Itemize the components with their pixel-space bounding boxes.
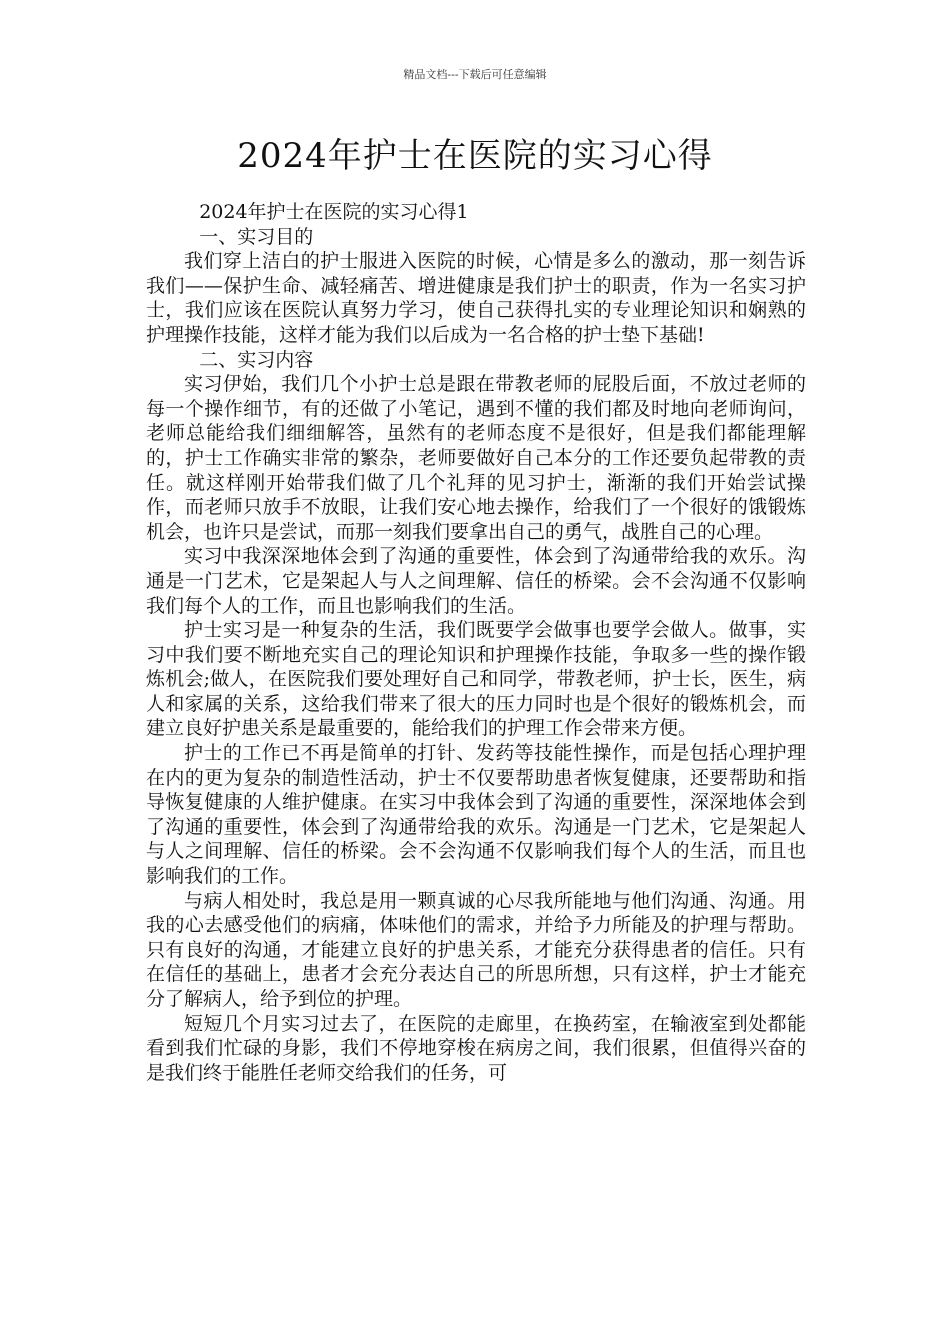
document-body (146, 200, 806, 1085)
paragraph: 我们穿上洁白的护士服进入医院的时候，心情是多么的激动，那一刻告诉我们——保护生命、减轻痛苦、增进健康是我们护士的职责，作为一名实习护士，我们应该在医院认真努力学习，使自己获得扎实的专业理论知识和娴熟的护理操作技能，这样才能为我们以后成为一名合格的护士垫下基础! (146, 250, 806, 346)
paragraph: 护士实习是一种复杂的生活，我们既要学会做事也要学会做人。做事，实习中我们要不断地充实自己的理论知识和护理操作技能，争取多一些的操作锻炼机会;做人，在医院我们要处理好自己和同学，带教老师，护士长，医生，病人和家属的关系，这给我们带来了很大的压力同时也是个很好的锻炼机会，而建立良好护患关系是最重要的，能给我们的护理工作会带来方便。 (146, 619, 806, 740)
paragraph: 短短几个月实习过去了，在医院的走廊里，在换药室，在输液室到处都能看到我们忙碌的身影，我们不停地穿梭在病房之间，我们很累，但值得兴奋的是我们终于能胜任老师交给我们的任务，可 (146, 1012, 806, 1084)
section-heading-purpose: 一、实习目的 (199, 225, 314, 248)
section-heading-content: 二、实习内容 (199, 348, 314, 371)
paragraph: 实习伊始，我们几个小护士总是跟在带教老师的屁股后面，不放过老师的每一个操作细节，有的还做了小笔记，遇到不懂的我们都及时地向老师询问，老师总能给我们细细解答，虽然有的老师态度不是很好，但是我们都能理解的，护士工作确实非常的繁杂，老师要做好自己本分的工作还要负起带教的责任。就这样刚开始带我们做了几个礼拜的见习护士，渐渐的我们开始尝试操作，而老师只放手不放眼，让我们安心地去操作，给我们了一个很好的饿锻炼机会，也许只是尝试，而那一刻我们要拿出自己的勇气，战胜自己的心理。 (146, 373, 806, 543)
paragraph: 与病人相处时，我总是用一颗真诚的心尽我所能地与他们沟通、沟通。用我的心去感受他们的病痛，体味他们的需求，并给予力所能及的护理与帮助。只有良好的沟通，才能建立良好的护患关系，才能充分获得患者的信任。只有在信任的基础上，患者才会充分表达自己的所思所想，只有这样，护士才能充分了解病人，给予到位的护理。 (146, 889, 806, 1010)
section-heading-main: 2024年护士在医院的实习心得1 (199, 201, 469, 223)
paragraph: 护士的工作已不再是简单的打针、发药等技能性操作，而是包括心理护理在内的更为复杂的制造性活动，护士不仅要帮助患者恢复健康，还要帮助和指导恢复健康的人维护健康。在实习中我体会到了沟通的重要性，深深地体会到了沟通的重要性，体会到了沟通带给我的欢乐。沟通是一门艺术，它是架起人与人之间理解、信任的桥梁。会不会沟通不仅影响我们每个人的生活，而且也影响我们的工作。 (146, 742, 806, 888)
document-title: 2024年护士在医院的实习心得 (237, 136, 713, 176)
header-note: 精品文档---下载后可任意编辑 (403, 68, 547, 81)
paragraph: 实习中我深深地体会到了沟通的重要性，体会到了沟通带给我的欢乐。沟通是一门艺术，它是架起人与人之间理解、信任的桥梁。会不会沟通不仅影响我们每个人的工作，而且也影响我们的生活。 (146, 545, 806, 617)
